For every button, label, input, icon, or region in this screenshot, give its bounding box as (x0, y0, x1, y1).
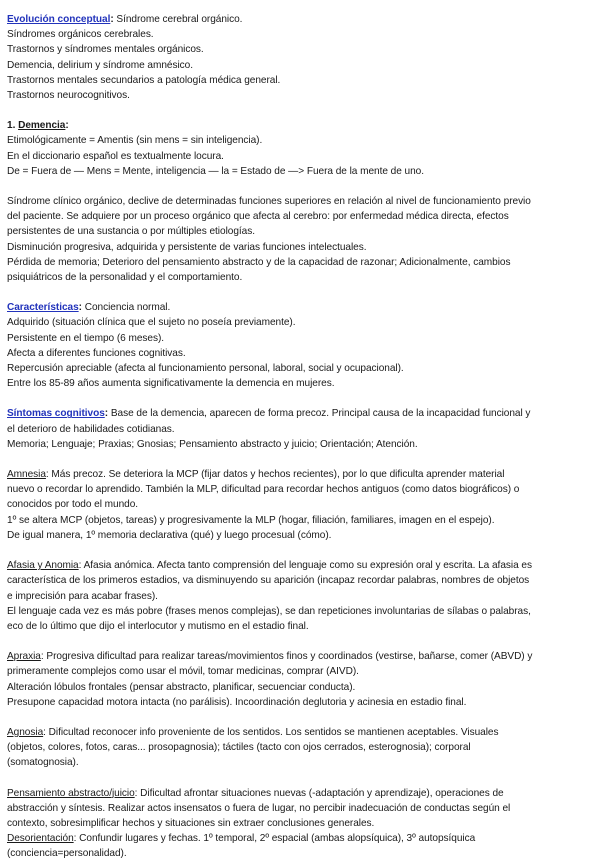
section-agnosia (7, 725, 595, 771)
demencia-def-line: psiquiátricos de la personalidad y el comportamiento. (7, 272, 243, 284)
demencia-colon: : (65, 120, 69, 132)
section-evolucion-conceptual (7, 12, 595, 103)
evolucion-line: Trastornos neurocognitivos. (7, 90, 130, 102)
apraxia-line: primeramente complejos como usar el móvil, tomar medicinas, comprar (AIVD). (7, 666, 359, 678)
evolucion-line: Trastornos y síndromes mentales orgánicos. (7, 44, 204, 56)
amnesia-first-line (7, 467, 595, 482)
demencia-etym-line: Etimológicamente = Amentis (sin mens = sin inteligencia). (7, 135, 263, 147)
demencia-def-line: Pérdida de memoria; Deterioro del pensamiento abstracto y de la capacidad de razonar; Adicionalmente, cambios (7, 256, 511, 268)
apraxia-first-line (7, 649, 595, 664)
afasia-first-text: : Afasia anómica. Afecta tanto comprensión del lenguaje como su expresión oral y escrita. La afasia es (78, 560, 532, 572)
demencia-etym-line: De = Fuera de — Mens = Mente, inteligencia — la = Estado de —> Fuera de la mente de uno. (7, 165, 424, 177)
afasia-term: Afasia y Anomia (7, 560, 79, 572)
desorientacion-first-line (7, 831, 595, 846)
amnesia-first-text: : Más precoz. Se deteriora la MCP (fijar datos y hechos recientes), por lo que dificulta aprender material (45, 469, 505, 481)
pensamiento-first-line (7, 786, 595, 801)
apraxia-line: Presupone capacidad motora intacta (no parálisis). Incoordinación deglutoria y acinesia en estadio final. (7, 696, 467, 708)
evolucion-line: Trastornos mentales secundarios a patología médica general. (7, 74, 281, 86)
amnesia-line: nuevo o recordar lo aprendido. También la MLP, dificultad para recordar hechos antiguos (como datos biográficos) o (7, 484, 520, 496)
caracteristicas-line: Repercusión apreciable (afecta al funcionamiento personal, laboral, social y ocupacional). (7, 363, 404, 375)
afasia-line: e imprecisión para acabar frases). (7, 590, 158, 602)
apraxia-first-text: : Progresiva dificultad para realizar tareas/movimientos finos y coordinados (vestirse, bañarse, comer (ABVD) y (40, 651, 533, 663)
section-desorientacion (7, 831, 595, 861)
agnosia-first-text: : Dificultad reconocer info proveniente de los sentidos. Los sentidos se mantienen aceptables. Visuales (43, 726, 499, 738)
evolucion-first-line (7, 12, 595, 27)
caracteristicas-title-link[interactable]: Características (7, 302, 79, 314)
evolucion-colon: : (110, 14, 114, 25)
sintomas-line: el deterioro de habilidades cotidianas. (7, 423, 175, 435)
sintomas-first-text: Base de la demencia, aparecen de forma precoz. Principal causa de la incapacidad funcional y (108, 408, 531, 420)
evolucion-line: Demencia, delirium y síndrome amnésico. (7, 59, 193, 71)
apraxia-line: Alteración lóbulos frontales (pensar abstracto, planificar, secuenciar conducta). (7, 681, 356, 693)
demencia-def-line: persistentes de una sustancia o por múltiples etiologías. (7, 226, 255, 238)
section-amnesia (7, 467, 595, 543)
demencia-def-line: Disminución progresiva, adquirida y persistente de varias funciones intelectuales. (7, 241, 367, 253)
demencia-heading (7, 118, 595, 133)
caracteristicas-line: Entre los 85-89 años aumenta significativamente la demencia en mujeres. (7, 378, 335, 390)
afasia-line: característica de los primeros estadios, va disminuyendo su aparición (incapaz recordar palabras, nombres de objetos (7, 575, 530, 587)
caracteristicas-line: Afecta a diferentes funciones cognitivas. (7, 347, 186, 359)
amnesia-line: 1º se altera MCP (objetos, tareas) y progresivamente la MLP (hogar, filiación, familiares, imagen en el espejo). (7, 514, 495, 526)
caracteristicas-line: Adquirido (situación clínica que el sujeto no poseía previamente). (7, 317, 296, 329)
section-sintomas-cognitivos (7, 406, 595, 452)
section-caracteristicas (7, 300, 595, 391)
demencia-etym-line: En el diccionario español es textualmente locura. (7, 150, 224, 162)
evolucion-line: Síndromes orgánicos cerebrales. (7, 29, 154, 41)
caracteristicas-colon: : (78, 302, 82, 314)
desorientacion-first-text: : Confundir lugares y fechas. 1º temporal, 2º espacial (ambas alopsíquica), 3º autopsíquica (73, 833, 476, 845)
desorientacion-term: Desorientación (7, 833, 74, 845)
evolucion-title-link[interactable]: Evolución conceptual (7, 14, 111, 25)
afasia-line: eco de lo último que dijo el interlocutor y mutismo en el estadio final. (7, 620, 309, 632)
demencia-def-line: del paciente. Se adquiere por un proceso orgánico que afecta al cerebro: por enfermedad médica directa, efectos (7, 211, 509, 223)
sintomas-title-link[interactable]: Síntomas cognitivos (7, 408, 105, 420)
desorientacion-line: (conciencia=personalidad). (7, 848, 127, 860)
evolucion-first-text: Síndrome cerebral orgánico. (113, 14, 243, 25)
pensamiento-line: abstracción y síntesis. Realizar actos insensatos o fuera de lugar, no percibir inadecuación de conductas según el (7, 802, 511, 814)
agnosia-term: Agnosia (7, 726, 44, 738)
demencia-title: Demencia (18, 120, 66, 132)
sintomas-first-line (7, 406, 595, 421)
section-apraxia (7, 649, 595, 710)
section-afasia-anomia (7, 558, 595, 634)
section-pensamiento-abstracto (7, 786, 595, 832)
sintomas-colon: : (104, 408, 109, 420)
section-demencia (7, 118, 595, 285)
document-page (7, 12, 595, 862)
caracteristicas-first-line (7, 300, 595, 315)
apraxia-term: Apraxia (7, 651, 41, 663)
agnosia-line: (objetos, colores, fotos, caras... prosopagnosia); táctiles (tacto con ojos cerrados, esterognosia); corporal (7, 742, 471, 754)
agnosia-first-line (7, 725, 595, 740)
amnesia-line: De igual manera, 1º memoria declarativa (qué) y luego procesual (cómo). (7, 529, 332, 541)
amnesia-term: Amnesia (7, 469, 46, 481)
caracteristicas-first-text: Conciencia normal. (81, 302, 171, 314)
amnesia-line: conocidos por todo el mundo. (7, 499, 139, 511)
pensamiento-line: contexto, sobresimplificar hechos y situaciones sin extraer conclusiones generales. (7, 817, 375, 829)
agnosia-line: (somatognosia). (7, 757, 79, 769)
afasia-first-line (7, 558, 595, 573)
pensamiento-first-text: : Dificultad afrontar situaciones nuevas (-adaptación y aprendizaje), operaciones de (134, 787, 504, 799)
caracteristicas-line: Persistente en el tiempo (6 meses). (7, 332, 165, 344)
demencia-number: 1. (7, 120, 19, 132)
pensamiento-term: Pensamiento abstracto/juicio (7, 787, 135, 799)
sintomas-line: Memoria; Lenguaje; Praxias; Gnosias; Pensamiento abstracto y juicio; Orientación; Atención. (7, 438, 418, 450)
afasia-line: El lenguaje cada vez es más pobre (frases menos complejas), se dan repeticiones involuntarias de sílabas o palabras, (7, 605, 531, 617)
demencia-def-line: Síndrome clínico orgánico, declive de determinadas funciones superiores en relación al nivel de funcionamiento previo (7, 196, 531, 208)
